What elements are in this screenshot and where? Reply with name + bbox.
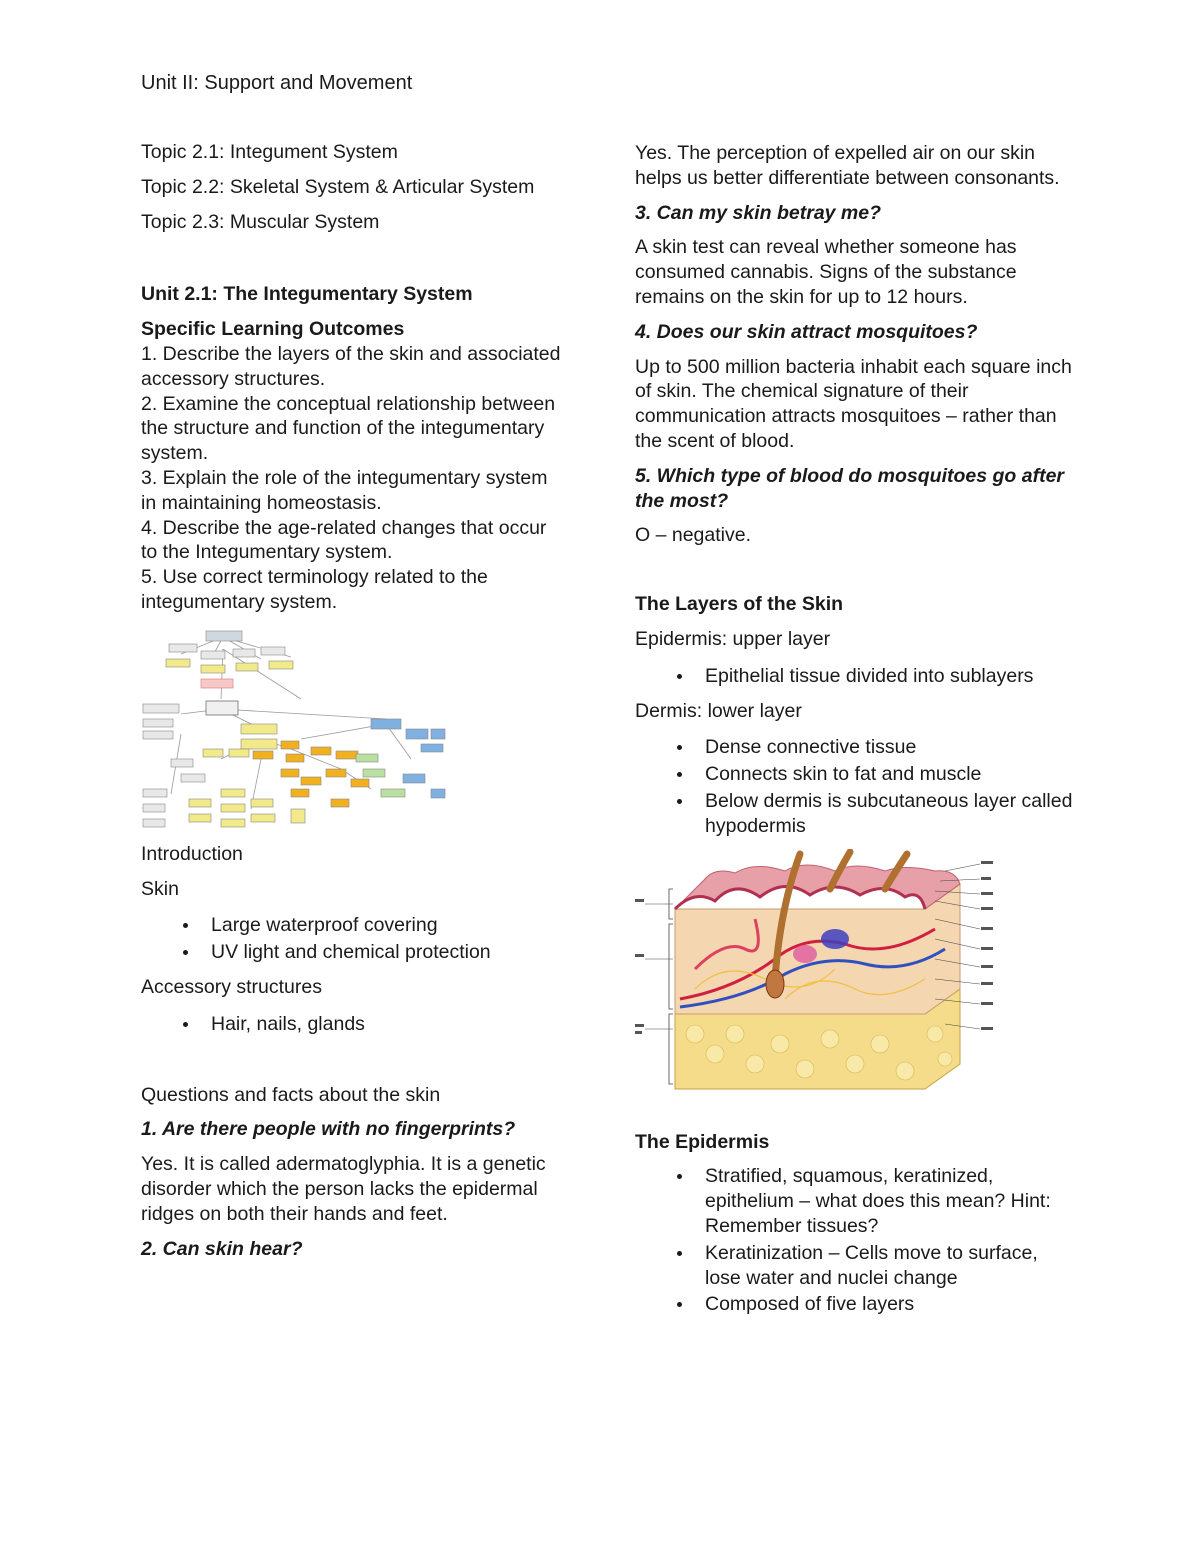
topic-2-2: Topic 2.2: Skeletal System & Articular System [141, 175, 535, 198]
list-item: Below dermis is subcutaneous layer called hypodermis [635, 789, 1075, 839]
list-item: Dense connective tissue [635, 735, 1075, 760]
question-5: 5. Which type of blood do mosquitoes go after the most? [635, 464, 1064, 512]
slo-heading: Specific Learning Outcomes [141, 318, 405, 341]
list-item: Composed of five layers [635, 1292, 1075, 1317]
epidermis-bullet-list [635, 664, 1075, 689]
list-item: Keratinization – Cells move to surface, lose water and nuclei change [635, 1241, 1075, 1291]
questions-heading: Questions and facts about the skin [141, 1083, 441, 1106]
list-item: Connects skin to fat and muscle [635, 762, 1075, 787]
question-4: 4. Does our skin attract mosquitoes? [635, 320, 978, 343]
list-item: Stratified, squamous, keratinized, epithelium – what does this mean? Hint: Remember tissues? [635, 1164, 1075, 1238]
answer-3: A skin test can reveal whether someone has consumed cannabis. Signs of the substance remains on the skin for up to 12 hours. [635, 236, 1017, 308]
epidermis-detail-list [635, 1164, 1075, 1317]
outcome-1: 1. Describe the layers of the skin and associated accessory structures. [141, 342, 561, 390]
outcome-4: 4. Describe the age-related changes that occur to the Integumentary system. [141, 516, 547, 564]
list-item: Epithelial tissue divided into sublayers [635, 664, 1075, 689]
question-1: 1. Are there people with no fingerprints? [141, 1118, 516, 1141]
list-item: Large waterproof covering [141, 913, 561, 938]
question-2: 2. Can skin hear? [141, 1237, 303, 1260]
dermis-bullet-list [635, 735, 1075, 838]
unit-title: Unit 2.1: The Integumentary System [141, 283, 473, 306]
page-header: Unit II: Support and Movement [141, 72, 413, 94]
answer-2: Yes. The perception of expelled air on our skin helps us better differentiate between consonants. [635, 142, 1060, 189]
layers-heading: The Layers of the Skin [635, 593, 844, 616]
list-item: Hair, nails, glands [141, 1012, 561, 1037]
epidermis-label: Epidermis: upper layer [635, 627, 831, 650]
answer-5: O – negative. [635, 524, 751, 547]
list-item: UV light and chemical protection [141, 940, 561, 965]
outcome-3: 3. Explain the role of the integumentary system in maintaining homeostasis. [141, 466, 548, 514]
accessory-bullet-list [141, 1012, 561, 1037]
skin-layers-figure [635, 849, 995, 1094]
topic-2-3: Topic 2.3: Muscular System [141, 210, 380, 233]
dermis-label: Dermis: lower layer [635, 699, 802, 722]
skin-bullet-list [141, 913, 561, 965]
concept-map-figure [141, 629, 451, 834]
right-column [635, 141, 1075, 1317]
skin-label: Skin [141, 877, 179, 900]
outcome-5: 5. Use correct terminology related to the integumentary system. [141, 566, 488, 613]
outcome-2: 2. Examine the conceptual relationship between the structure and function of the integumentary system. [141, 392, 556, 465]
topic-2-1: Topic 2.1: Integument System [141, 141, 398, 163]
answer-4: Up to 500 million bacteria inhabit each square inch of skin. The chemical signature of their communication attracts mosquitoes – rather than the scent of blood. [635, 355, 1072, 452]
question-3: 3. Can my skin betray me? [635, 201, 882, 224]
accessory-label: Accessory structures [141, 975, 322, 998]
left-column [141, 140, 561, 1261]
intro-heading: Introduction [141, 842, 243, 865]
answer-1: Yes. It is called adermatoglyphia. It is a genetic disorder which the person lacks the epidermal ridges on both their hands and feet. [141, 1153, 546, 1225]
epidermis-heading: The Epidermis [635, 1130, 770, 1153]
